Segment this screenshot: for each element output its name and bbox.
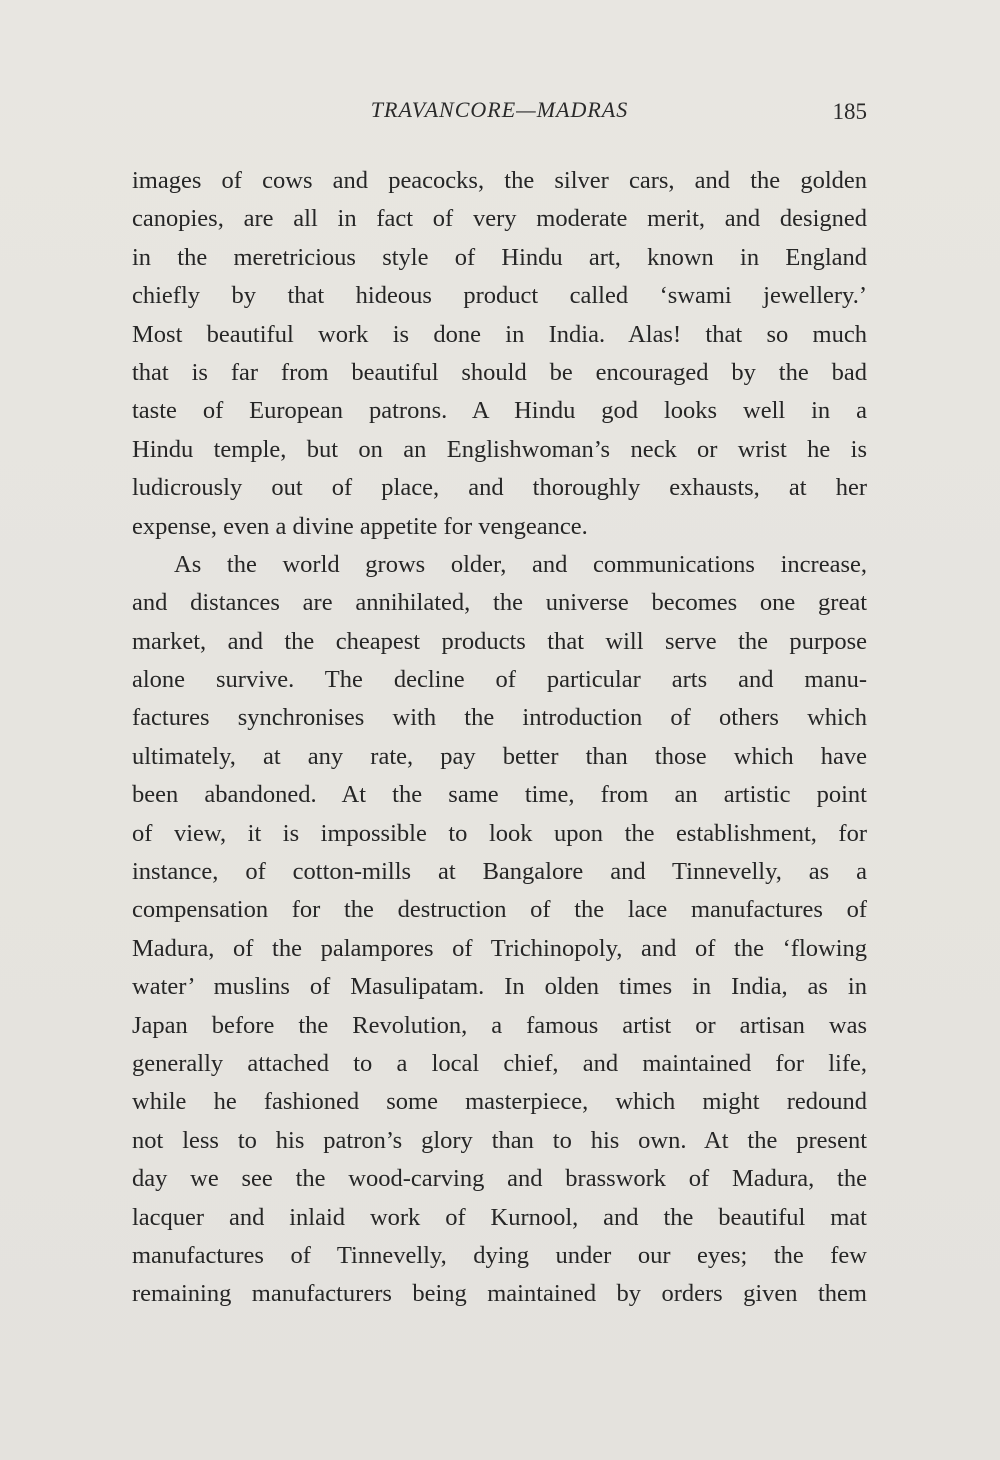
text-line: Hindu temple, but on an Englishwoman’s neck or wrist he is xyxy=(132,435,867,463)
text-line: canopies, are all in fact of very moderate merit, and designed xyxy=(132,205,867,233)
paragraph-start-line: As the world grows older, and communications increase, xyxy=(174,550,867,578)
body-text xyxy=(132,162,867,1314)
text-line: Japan before the Revolution, a famous artist or artisan was xyxy=(132,1011,867,1039)
text-line: Madura, of the palampores of Trichinopoly, and of the ‘flowing xyxy=(132,934,867,962)
text-line: compensation for the destruction of the lace manufactures of xyxy=(132,896,867,924)
text-line: of view, it is impossible to look upon the establishment, for xyxy=(132,819,867,847)
text-line: and distances are annihilated, the universe becomes one great xyxy=(132,589,867,617)
text-line: remaining manufacturers being maintained by orders given them xyxy=(132,1280,867,1308)
text-line: factures synchronises with the introduction of others which xyxy=(132,704,867,732)
text-line: in the meretricious style of Hindu art, known in England xyxy=(132,243,867,271)
text-line: alone survive. The decline of particular arts and manu- xyxy=(132,666,867,694)
text-line: chiefly by that hideous product called ‘swami jewellery.’ xyxy=(132,282,867,310)
text-line: ultimately, at any rate, pay better than those which have xyxy=(132,742,867,770)
page-number: 185 xyxy=(832,99,867,124)
text-line: market, and the cheapest products that will serve the purpose xyxy=(132,627,867,655)
text-line: instance, of cotton-mills at Bangalore and Tinnevelly, as a xyxy=(132,858,867,886)
text-line: water’ muslins of Masulipatam. In olden times in India, as in xyxy=(132,973,867,1001)
text-line: images of cows and peacocks, the silver cars, and the golden xyxy=(132,167,867,194)
page-header xyxy=(132,97,867,127)
text-line: day we see the wood-carving and brasswork of Madura, the xyxy=(132,1165,867,1193)
text-line: while he fashioned some masterpiece, which might redound xyxy=(132,1088,867,1116)
paragraph-end-line: expense, even a divine appetite for vengeance. xyxy=(132,512,588,540)
text-line: manufactures of Tinnevelly, dying under our eyes; the few xyxy=(132,1241,867,1269)
text-line: ludicrously out of place, and thoroughly exhausts, at her xyxy=(132,474,867,502)
text-line: taste of European patrons. A Hindu god looks well in a xyxy=(132,397,867,425)
text-line: been abandoned. At the same time, from an artistic point xyxy=(132,781,867,809)
text-line: generally attached to a local chief, and maintained for life, xyxy=(132,1049,867,1077)
text-line: Most beautiful work is done in India. Alas! that so much xyxy=(132,320,867,348)
text-line: not less to his patron’s glory than to his own. At the present xyxy=(132,1126,867,1154)
running-head: TRAVANCORE—MADRAS xyxy=(370,97,629,122)
text-line: that is far from beautiful should be encouraged by the bad xyxy=(132,358,867,386)
text-line: lacquer and inlaid work of Kurnool, and the beautiful mat xyxy=(132,1203,867,1231)
